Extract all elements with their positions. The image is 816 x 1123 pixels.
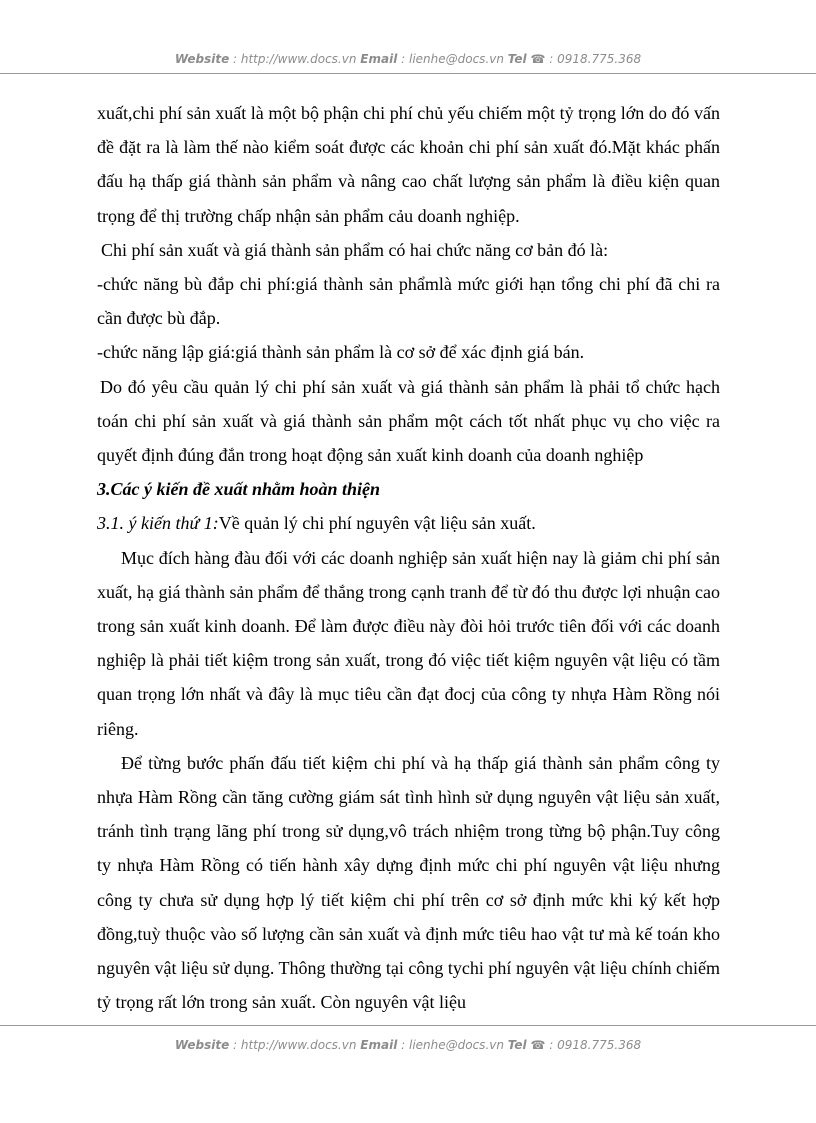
header-email-label: Email bbox=[360, 52, 398, 66]
header-tel-label: Tel bbox=[507, 52, 527, 66]
document-body bbox=[97, 96, 720, 1019]
footer-email-value[interactable]: : lienhe@docs.vn bbox=[397, 1038, 508, 1052]
footer-tel-value: : 0918.775.368 bbox=[545, 1038, 642, 1052]
footer-divider bbox=[0, 1025, 816, 1026]
paragraph-5: Do đó yêu cầu quản lý chi phí sản xuất và giá thành sản phẩm là phải tổ chức hạch toán chi phí sản xuất và giá thành sản phẩm một cách tốt nhất phục vụ cho việc ra quyết định đúng đắn trong hoạt động sản xuất kinh doanh của doanh nghiệp bbox=[97, 376, 720, 466]
header-website-label: Website bbox=[174, 52, 230, 66]
paragraph-3: -chức năng bù đắp chi phí:giá thành sản phẩmlà mức giới hạn tổng chi phí đã chi ra cần được bù đắp. bbox=[97, 274, 720, 329]
footer-website-label: Website bbox=[174, 1038, 230, 1052]
page-footer bbox=[0, 1038, 816, 1052]
page-header bbox=[0, 52, 816, 66]
phone-icon: ☎ bbox=[530, 52, 546, 66]
header-website-url[interactable]: : http://www.docs.vn bbox=[229, 52, 361, 66]
paragraph-4: -chức năng lập giá:giá thành sản phẩm là cơ sở để xác định giá bán. bbox=[97, 342, 585, 363]
footer-website-url[interactable]: : http://www.docs.vn bbox=[229, 1038, 361, 1052]
subsection-line bbox=[97, 506, 720, 540]
subsection-label: 3.1. ý kiến thứ 1: bbox=[97, 513, 219, 534]
footer-tel-label: Tel bbox=[507, 1038, 527, 1052]
header-tel-value: : 0918.775.368 bbox=[545, 52, 642, 66]
footer-email-label: Email bbox=[360, 1038, 398, 1052]
phone-icon: ☎ bbox=[530, 1038, 546, 1052]
header-email-value[interactable]: : lienhe@docs.vn bbox=[397, 52, 508, 66]
paragraph-7: Để từng bước phấn đấu tiết kiệm chi phí và hạ thấp giá thành sản phẩm công ty nhựa Hàm Rồng cần tăng cường giám sát tình hình sử dụng nguyên vật liệu sản xuất, tránh tình trạng lãng phí trong sử dụng,vô trách nhiệm trong từng bộ phận.Tuy công ty nhựa Hàm Rồng có tiến hành xây dựng định mức chi phí nguyên vật liệu nhưng công ty chưa sử dụng hợp lý tiết kiệm chi phí trên cơ sở định mức khi ký kết hợp đồng,tuỳ thuộc vào số lượng cần sản xuất và định mức tiêu hao vật tư mà kế toán kho nguyên vật liệu sử dụng. Thông thường tại công tychi phí nguyên vật liệu chính chiếm tỷ trọng rất lớn trong sản xuất. Còn nguyên vật liệu bbox=[97, 752, 720, 1013]
subsection-text: Về quản lý chi phí nguyên vật liệu sản xuất. bbox=[218, 513, 536, 534]
section-heading: 3.Các ý kiến đề xuất nhằm hoàn thiện bbox=[97, 479, 381, 500]
paragraph-2: Chi phí sản xuất và giá thành sản phẩm có hai chức năng cơ bản đó là: bbox=[101, 239, 609, 260]
paragraph-1: xuất,chi phí sản xuất là một bộ phận chi phí chủ yếu chiếm một tỷ trọng lớn do đó vấn đề đặt ra là làm thế nào kiểm soát được các khoản chi phí sản xuất đó.Mặt khác phấn đấu hạ thấp giá thành sản phẩm và nâng cao chất lượng sản phẩm là điều kiện quan trọng để thị trường chấp nhận sản phẩm cảu doanh nghiệp. bbox=[97, 103, 720, 226]
paragraph-6: Mục đích hàng đàu đối với các doanh nghiệp sản xuất hiện nay là giảm chi phí sản xuất, hạ giá thành sản phẩm để thắng trong cạnh tranh để từ đó thu được lợi nhuận cao trong sản xuất kinh doanh. Để làm được điều này đòi hỏi trước tiên đối với các doanh nghiệp là phải tiết kiệm trong sản xuất, trong đó việc tiết kiệm nguyên vật liệu có tầm quan trọng lớn nhất và đây là mục tiêu cần đạt đocj của công ty nhựa Hàm Rồng nói riêng. bbox=[97, 547, 720, 739]
header-divider bbox=[0, 73, 816, 74]
